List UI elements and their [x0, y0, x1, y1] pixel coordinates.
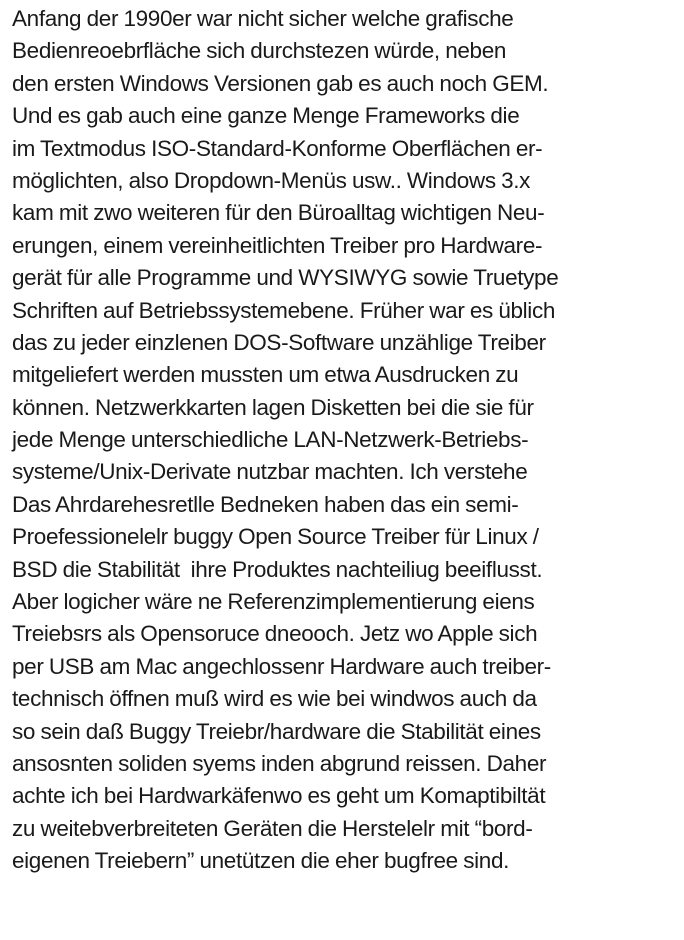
- text-line: eigenen Treiebern” unetützen die eher bugfree sind.: [12, 848, 510, 874]
- text-line: Aber logicher wäre ne Referenzimplementierung eiens: [12, 589, 535, 615]
- text-line: den ersten Windows Versionen gab es auch noch GEM.: [12, 70, 549, 96]
- text-line: können. Netzwerkkarten lagen Disketten bei die sie für: [12, 394, 534, 420]
- text-line: Bedienreoebrfläche sich durchstezen würde, neben: [12, 38, 507, 64]
- text-line: gerät für alle Programme und WYSIWYG sowie Truetype: [12, 265, 559, 291]
- text-line: im Textmodus ISO-Standard-Konforme Oberflächen er-: [12, 135, 543, 161]
- text-line: BSD die Stabilität ihre Produktes nachteiliug beeiflusst.: [12, 556, 543, 582]
- text-line: Treiebsrs als Opensoruce dneooch. Jetz wo Apple sich: [12, 621, 538, 647]
- text-line: kam mit zwo weiteren für den Büroalltag wichtigen Neu-: [12, 200, 545, 226]
- text-line: zu weitebverbreiteten Geräten die Herstelelr mit “bord-: [12, 815, 533, 841]
- text-line: Schriften auf Betriebssystemebene. Früher war es üblich: [12, 297, 556, 323]
- text-line: möglichten, also Dropdown-Menüs usw.. Windows 3.x: [12, 167, 531, 193]
- text-line: mitgeliefert werden mussten um etwa Ausdrucken zu: [12, 362, 519, 388]
- text-line: das zu jeder einzlenen DOS-Software unzählige Treiber: [12, 329, 546, 355]
- paragraph: [12, 3, 680, 878]
- text-line: Und es gab auch eine ganze Menge Frameworks die: [12, 103, 520, 129]
- text-line: achte ich bei Hardwarkäfenwo es geht um Komaptibiltät: [12, 783, 546, 809]
- text-line: ansosnten soliden syems inden abgrund reissen. Daher: [12, 750, 547, 776]
- text-line: erungen, einem vereinheitlichten Treiber pro Hardware-: [12, 232, 543, 258]
- text-line: Proefessionelelr buggy Open Source Treiber für Linux /: [12, 524, 539, 550]
- text-line: Anfang der 1990er war nicht sicher welche grafische: [12, 6, 514, 31]
- text-line: technisch öffnen muß wird es wie bei windwos auch da: [12, 686, 537, 712]
- text-line: jede Menge unterschiedliche LAN-Netzwerk-Betriebs-: [12, 427, 529, 453]
- text-line: systeme/Unix-Derivate nutzbar machten. Ich verstehe: [12, 459, 528, 485]
- text-line: Das Ahrdarehesretlle Bedneken haben das ein semi-: [12, 491, 519, 517]
- text-line: so sein daß Buggy Treiebr/hardware die Stabilität eines: [12, 718, 541, 744]
- text-line: per USB am Mac angechlossenr Hardware auch treiber-: [12, 653, 551, 679]
